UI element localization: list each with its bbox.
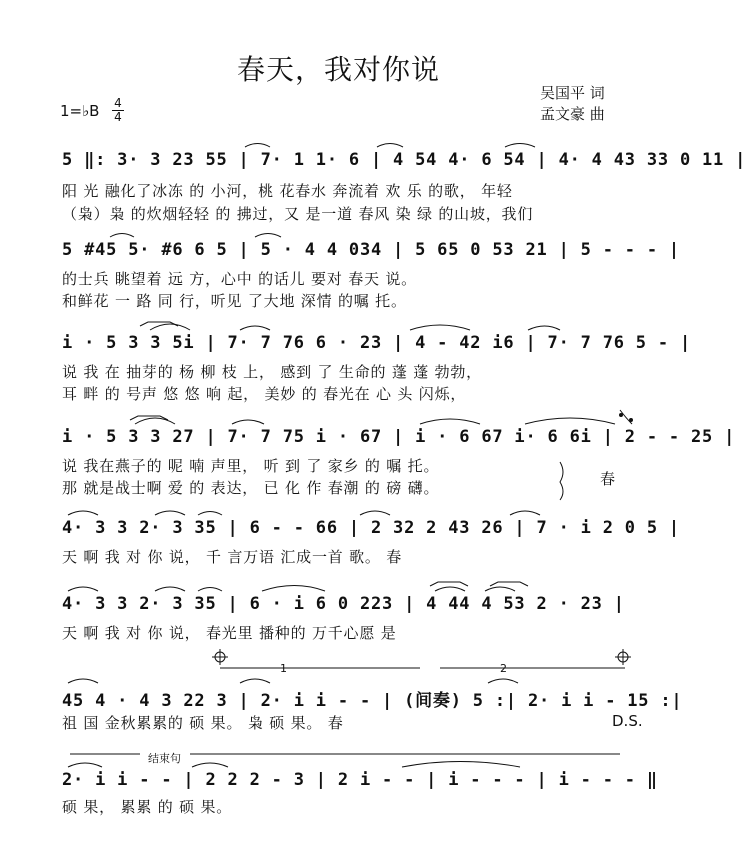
slur	[68, 679, 98, 683]
lyric-line-3a: 说 我 在 抽芽的 杨 柳 枝 上， 感到 了 生命的 蓬 蓬 勃勃，	[62, 363, 482, 381]
slur	[528, 326, 560, 330]
slur	[110, 234, 134, 238]
slur	[505, 144, 535, 148]
segno-symbol	[620, 410, 633, 424]
volta-1-label: 1	[280, 662, 287, 675]
lyric-line-5: 天 啊 我 对 你 说， 千 言万语 汇成一首 歌。 春	[62, 548, 403, 566]
volta-2-label: 2	[500, 662, 507, 675]
slur	[68, 763, 102, 767]
slur	[245, 144, 270, 148]
notation-line-4: i · 5 3 3 27 | 7· 7 75 i · 67 | i · 6 67 i· 6 6i | 2 - - 25 |	[62, 427, 736, 447]
slur	[255, 234, 281, 238]
slur	[240, 326, 270, 330]
slur	[360, 511, 390, 515]
slur	[198, 588, 222, 592]
slur	[155, 587, 185, 591]
slur	[377, 144, 403, 148]
slur	[240, 679, 270, 683]
lyric-line-1b: （枭）枭 的炊烟轻轻 的 拂过，又 是一道 春风 染 绿 的山坡，我们	[62, 205, 534, 223]
notation-line-8: 2· i i - - | 2 2 2 - 3 | 2 i - - | i - - - | i - - - ‖	[62, 770, 658, 790]
song-title: 春天，我对你说	[236, 53, 440, 86]
slur	[192, 763, 228, 767]
triplet-bracket	[490, 582, 528, 586]
lyric-line-1a: 阳 光 融化了冰冻 的 小河，桃 花春水 奔流着 欢 乐 的歌， 年轻	[62, 182, 513, 200]
notation-line-1: 5 ‖: 3· 3 23 55 | 7· 1 1· 6 | 4 54 4· 6 54 | 4· 4 43 33 0 11 |	[62, 150, 746, 170]
slur	[485, 587, 515, 591]
slur	[155, 511, 185, 515]
slur	[68, 511, 98, 515]
lyric-line-7: 祖 国 金秋累累的 硕 果。 枭 硕 果。 春	[62, 714, 344, 732]
slur	[198, 512, 222, 516]
slur	[525, 418, 615, 424]
lyric-line-3b: 耳 畔 的 号声 悠 悠 响 起， 美妙 的 春光在 心 头 闪烁，	[62, 385, 467, 403]
slur	[135, 418, 175, 424]
lyric-line-8: 硕 果， 累累 的 硕 果。	[62, 798, 233, 816]
slur	[150, 324, 190, 330]
notation-line-6: 4· 3 3 2· 3 35 | 6 · i 6 0 223 | 4 44 4 53 2 · 23 |	[62, 594, 625, 614]
lyric-line-4a: 说 我在燕子的 呢 喃 声里， 听 到 了 家乡 的 嘱 托。	[62, 457, 440, 475]
notation-line-5: 4· 3 3 2· 3 35 | 6 - - 66 | 2 32 2 43 26 | 7 · i 2 0 5 |	[62, 518, 680, 538]
lyric-line-4b: 那 就是战士啊 爱 的 表达， 已 化 作 春潮 的 磅 礴。	[62, 479, 440, 497]
side-lyric-chun: 春	[600, 470, 616, 488]
time-signature-top: 4	[112, 97, 124, 111]
triplet-bracket	[430, 582, 468, 586]
slur	[402, 762, 520, 768]
slur	[488, 679, 518, 683]
notation-line-2: 5 #45 5· #6 6 5 | 5 · 4 4 034 | 5 65 0 53 21 | 5 - - - |	[62, 240, 680, 260]
slur	[68, 587, 98, 591]
slur	[410, 325, 470, 330]
key-signature: 1=♭B	[60, 102, 100, 120]
triplet-bracket	[140, 322, 178, 326]
lyric-line-2b: 和鲜花 一 路 同 行，听见 了大地 深情 的嘱 托。	[62, 292, 407, 310]
time-signature-bottom: 4	[114, 110, 122, 124]
slur	[262, 586, 325, 592]
lyric-line-2a: 的士兵 眺望着 远 方，心中 的话儿 要对 春天 说。	[62, 270, 417, 288]
coda-symbol-1	[212, 649, 228, 665]
slur	[435, 587, 465, 591]
ending-label: 结束句	[148, 752, 181, 765]
dal-segno-mark: D.S.	[612, 712, 643, 730]
notation-line-7: 45 4 · 4 3 22 3 | 2· i i - - | (间奏) 5 :| 2· i i - 15 :|	[62, 691, 683, 711]
coda-symbol-2	[615, 649, 631, 665]
time-signature	[112, 97, 124, 124]
composer-credit: 孟文豪 曲	[540, 105, 605, 123]
slur	[420, 419, 480, 424]
lyric-bracket	[560, 462, 563, 500]
slur	[232, 420, 264, 424]
lyricist-credit: 吴国平 词	[540, 84, 605, 102]
triplet-bracket	[130, 416, 168, 420]
notation-line-3: i · 5 3 3 5i | 7· 7 76 6 · 23 | 4 - 42 i6 | 7· 7 76 5 - |	[62, 333, 691, 353]
slur	[510, 511, 540, 515]
lyric-line-6: 天 啊 我 对 你 说， 春光里 播种的 万千心愿 是	[62, 624, 397, 642]
